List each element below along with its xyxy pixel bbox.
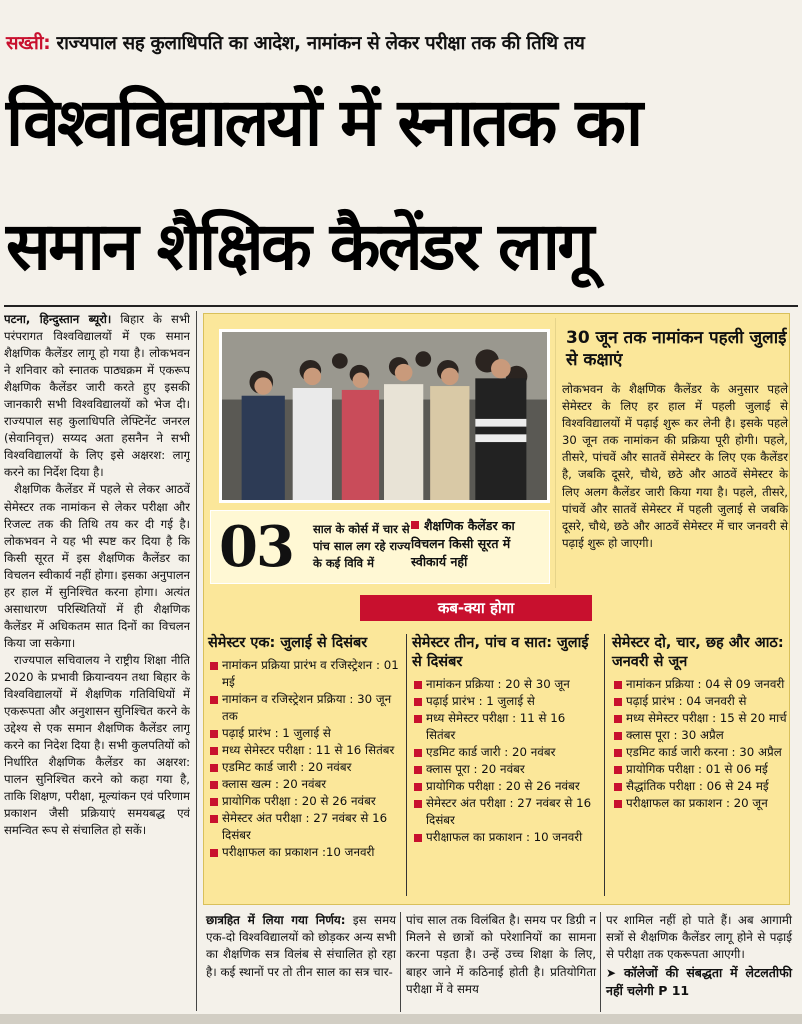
list-item: प्रायोगिक परीक्षा : 01 से 06 मई xyxy=(612,761,788,778)
side-divider xyxy=(555,318,556,588)
side-body: लोकभवन के शैक्षणिक कैलेंडर के अनुसार पहले सेमेस्टर के लिए हर हाल में पहली जुलाई से विश्वविद्यालयों में पढ़ाई शुरू कर लेनी है। इसके पहले 30 जून तक नामांकन की प्रक्रिया पूरी होगी। पहले, तीसरे, पांचवें और सातवें सेमेस्टर के लिए एक कैलेंडर है, जबकि दूसरे, चौथे, छठे और आठवें सेमेस्टर के लिए अलग कैलेंडर जारी किया गया है। पहले, तीसरे, पांचवें और सातवें सेमेस्टर में पहली जुलाई से जबकि दूसरे, चौथे, छठे और आठवें सेमेस्टर में चार जनवरी से पढ़ाई शुरू हो जाएगी। xyxy=(562,382,788,550)
schedule-banner: कब-क्या होगा xyxy=(360,595,592,621)
headline-line-2: समान शैक्षिक कैलेंडर लागू xyxy=(6,208,592,285)
top-rule xyxy=(4,305,798,307)
students-photo-illustration xyxy=(222,332,547,500)
stat-point xyxy=(411,517,547,571)
list-item: पढ़ाई प्रारंभ : 1 जुलाई से xyxy=(412,693,598,710)
list-item: एडमिट कार्ड जारी : 20 नवंबर xyxy=(412,744,598,761)
list-item: प्रायोगिक परीक्षा : 20 से 26 नवंबर xyxy=(412,778,598,795)
kicker xyxy=(6,30,796,55)
article-paragraph-2: शैक्षणिक कैलेंडर में पहले से लेकर आठवें सेमेस्टर तक नामांकन से लेकर परीक्षा और रिजल्ट तक की तिथि तय कर दी गई है। लोकभवन ने यह भी स्पष्ट कर दिया है कि किसी सूरत में इस शैक्षणिक कैलेंडर का विचलन स्वीकार्य नहीं होगा। इसका अनुपालन हर हाल में सुनिश्चित करना होगा। अत्यंत असाधारण परिस्थितियों में ही शैक्षणिक कैलेंडर में अधिकतम सात दिनों का विचलन किया जा सकेगा। xyxy=(4,482,190,650)
list-item: परीक्षाफल का प्रकाशन : 10 जनवरी xyxy=(412,829,598,846)
list-item: सैद्धांतिक परीक्षा : 06 से 24 मई xyxy=(612,778,788,795)
semester-divider xyxy=(406,634,407,896)
page-reference[interactable] xyxy=(606,964,792,999)
list-item: मध्य सेमेस्टर परीक्षा : 15 से 20 मार्च xyxy=(612,710,788,727)
headline-line-1: विश्वविद्यालयों में स्नातक का xyxy=(6,84,641,161)
list-item: एडमिट कार्ड जारी करना : 30 अप्रैल xyxy=(612,744,788,761)
semester-column-1 xyxy=(208,634,406,861)
page-bottom-strip xyxy=(0,1014,802,1024)
article-paragraph-1 xyxy=(4,311,190,481)
list-item: नामांकन प्रक्रिया : 20 से 30 जून xyxy=(412,676,598,693)
list-item: क्लास पूरा : 30 अप्रैल xyxy=(612,727,788,744)
bottom-lead: छात्रहित में लिया गया निर्णय: xyxy=(206,913,346,927)
semester-divider xyxy=(604,634,605,896)
side-title: 30 जून तक नामांकन पहली जुलाई से कक्षाएं xyxy=(566,328,787,370)
semester-list xyxy=(208,657,406,861)
stat-number: 03 xyxy=(219,514,293,580)
stat-text: साल के कोर्स में चार से पांच साल लग रहे राज्य के कई विवि में xyxy=(313,522,411,570)
semester-list xyxy=(612,676,788,812)
list-item: सेमेस्टर अंत परीक्षा : 27 नवंबर से 16 दिसंबर xyxy=(412,795,598,829)
list-item: एडमिट कार्ड जारी : 20 नवंबर xyxy=(208,759,406,776)
students-photo xyxy=(219,329,550,503)
left-column-article xyxy=(4,311,190,1011)
list-item: मध्य सेमेस्टर परीक्षा : 11 से 16 सितंबर xyxy=(412,710,598,744)
kicker-tag: सख्ती: xyxy=(6,33,51,54)
article-paragraph-1-text: बिहार के सभी परंपरागत विश्वविद्यालयों में एक समान शैक्षणिक कैलेंडर लागू हो गया है। लोकभवन ने शनिवार को स्नातक पाठ्यक्रम में एकरूप शैक्षणिक कैलेंडर जारी करते हुए इसकी जानकारी सभी विश्वविद्यालयों को भेज दी। राज्यपाल सह कुलाधिपति लेफ्टिनेंट जनरल (सेवानिवृत्त) सय्यद अता हसनैन ने सभी विश्वविद्यालयों के लिए इसे अक्षरश: लागू करने का निर्देश दिया है। xyxy=(4,312,190,480)
bottom-column-2: पांच साल तक विलंबित है। समय पर डिग्री न मिलने से छात्रों को परेशानियों का सामना करना पड़ता है। उन्हें उच्च शिक्षा के लिए, बाहर जाने में कठिनाई होती है। प्रतियोगिता परीक्षा में वे समय xyxy=(406,913,596,996)
bullet-square-icon xyxy=(411,521,419,529)
semester-column-2 xyxy=(412,634,598,846)
list-item: परीक्षाफल का प्रकाशन :10 जनवरी xyxy=(208,844,406,861)
list-item: परीक्षाफल का प्रकाशन : 20 जून xyxy=(612,795,788,812)
semester-title: सेमेस्टर दो, चार, छह और आठ: जनवरी से जून xyxy=(612,635,784,670)
column-divider xyxy=(196,311,197,1011)
list-item: क्लास पूरा : 20 नवंबर xyxy=(412,761,598,778)
stat-point-text: शैक्षणिक कैलेंडर का विचलन किसी सूरत में स्वीकार्य नहीं xyxy=(411,518,515,569)
bottom-column-1 xyxy=(206,912,396,981)
bottom-column-3 xyxy=(606,912,792,999)
bottom-column-3-text: पर शामिल नहीं हो पाते हैं। अब आगामी सत्रों से शैक्षणिक कैलेंडर लागू होने से पढ़ाई से परीक्षा तक एकरूपता आएगी। xyxy=(606,913,792,962)
page-reference-number: P 11 xyxy=(658,982,690,998)
article-paragraph-3: राज्यपाल सचिवालय ने राष्ट्रीय शिक्षा नीति 2020 के प्रभावी क्रियान्वयन तथा बिहार के विश्वविद्यालयों में शैक्षणिक गतिविधियों में एकरूपता और अनुशासन सुनिश्चित करने के उद्देश्य से एक समान शैक्षणिक कैलेंडर लागू करने का निदेश दिया है। सभी कुलपतियों को निर्धारित शैक्षणिक कैलेंडर का अक्षरश: पालन सुनिश्चित करने को कहा गया है, ताकि शिक्षण, परीक्षा, मूल्यांकन एवं परिणाम प्रकाशन जैसी प्रक्रियाएं समयबद्ध एवं समन्वित रूप से संचालित हो सकें। xyxy=(4,652,190,838)
kicker-text: राज्यपाल सह कुलाधिपति का आदेश, नामांकन से लेकर परीक्षा तक की तिथि तय xyxy=(50,33,585,54)
dateline: पटना, हिन्दुस्तान ब्यूरो। xyxy=(4,312,112,326)
stat-box xyxy=(210,510,550,584)
bottom-divider xyxy=(400,912,401,1012)
bottom-divider xyxy=(600,912,601,1012)
list-item: नामांकन व रजिस्ट्रेशन प्रक्रिया : 30 जून तक xyxy=(208,691,406,725)
list-item: पढ़ाई प्रारंभ : 1 जुलाई से xyxy=(208,725,406,742)
page-reference-text: कॉलेजों की संबद्धता में लेटलतीफी नहीं चलेगी xyxy=(606,964,792,998)
list-item: मध्य सेमेस्टर परीक्षा : 11 से 16 सितंबर xyxy=(208,742,406,759)
semester-title: सेमेस्टर तीन, पांच व सात: जुलाई से दिसंबर xyxy=(412,635,589,670)
bottom-column-1-text: इस समय एक-दो विश्वविद्यालयों को छोड़कर अन्य सभी का शैक्षणिक सत्र विलंब से संचालित हो रहा है। कई स्थानों पर तो तीन साल का सत्र चार- xyxy=(206,913,396,979)
arrow-right-icon: ➤ xyxy=(606,965,617,980)
semester-column-3 xyxy=(612,634,788,812)
semester-title: सेमेस्टर एक: जुलाई से दिसंबर xyxy=(208,635,368,651)
list-item: नामांकन प्रक्रिया प्रारंभ व रजिस्ट्रेशन : 01 मई xyxy=(208,657,406,691)
list-item: सेमेस्टर अंत परीक्षा : 27 नवंबर से 16 दिसंबर xyxy=(208,810,406,844)
list-item: प्रायोगिक परीक्षा : 20 से 26 नवंबर xyxy=(208,793,406,810)
list-item: नामांकन प्रक्रिया : 04 से 09 जनवरी xyxy=(612,676,788,693)
semester-list xyxy=(412,676,598,846)
list-item: पढ़ाई प्रारंभ : 04 जनवरी से xyxy=(612,693,788,710)
list-item: क्लास खत्म : 20 नवंबर xyxy=(208,776,406,793)
